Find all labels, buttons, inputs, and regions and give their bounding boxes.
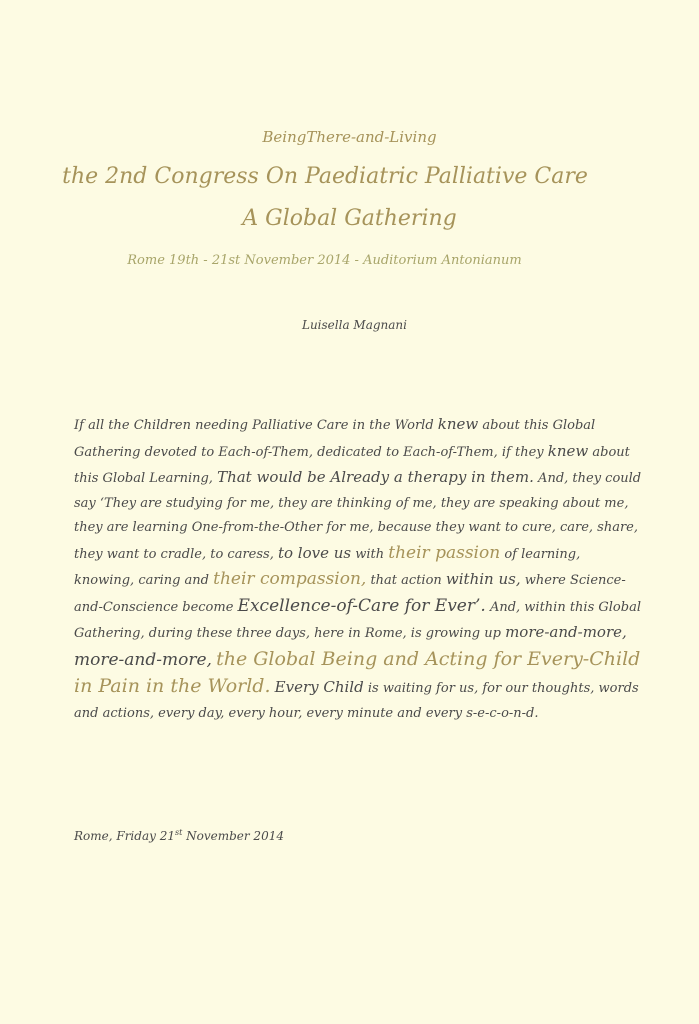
body-emphasis: knew (437, 415, 479, 433)
body-emphasis: knew (547, 441, 589, 460)
body-emphasis: Excellence-of-Care for Ever’. (237, 595, 486, 616)
pretitle: BeingThere-and-Living (262, 128, 437, 146)
body-emphasis-gold: their compassion, (213, 569, 367, 589)
signoff-suffix: November 2014 (182, 829, 284, 843)
congress-subtitle: A Global Gathering (242, 206, 457, 231)
body-text-segment: If all the Children needing Palliative Care in the World (74, 418, 438, 433)
body-emphasis: Every Child (274, 678, 364, 696)
author-name: Luisella Magnani (301, 318, 407, 332)
body-text-segment: with (351, 546, 389, 562)
body-emphasis: That would be Already a therapy in them. (217, 468, 534, 486)
body-paragraph (74, 412, 644, 726)
body-emphasis: more-and-more, (74, 649, 212, 670)
signoff-suffix-st: st (174, 828, 183, 837)
body-emphasis-gold: their passion (388, 542, 501, 563)
body-text-segment: where Science-and-Conscience become (74, 573, 626, 615)
body-text-segment: And, within this Global Gathering, during these three days, here in Rome, is growing up (74, 599, 641, 641)
body-text-segment: about this Global Gathering devoted to Each-of-Them, dedicated to Each-of-Them, if they (74, 418, 596, 460)
body-text-segment: is waiting for us, for our thoughts, words and actions, every day, every hour, every minute and every s-e-c-o-n-d. (74, 681, 639, 721)
congress-title: the 2nd Congress On Paediatric Palliative Care (62, 164, 588, 189)
location-date: Rome 19th - 21st November 2014 - Auditorium Antonianum (127, 253, 522, 268)
body-emphasis: more-and-more, (505, 623, 627, 641)
body-text-segment: And, they could say ‘They are studying for me, they are thinking of me, they are speaking about me, they are learning One-from-the-Other for me, because they want to cure, care, share, they want to cradle, to caress, (74, 471, 642, 562)
signoff-prefix: Rome, Friday 21 (74, 829, 175, 843)
body-emphasis-gold: the Global Being and Acting for Every-Child in Pain in the World. (74, 647, 641, 697)
body-text-segment: of learning, knowing, caring and (74, 546, 581, 588)
body-emphasis: within us, (445, 570, 521, 588)
body-emphasis: to love us (277, 543, 352, 562)
signoff-date (74, 828, 284, 843)
body-text-segment: that action (366, 573, 446, 588)
body-text-segment: about this Global Learning, (74, 444, 630, 486)
